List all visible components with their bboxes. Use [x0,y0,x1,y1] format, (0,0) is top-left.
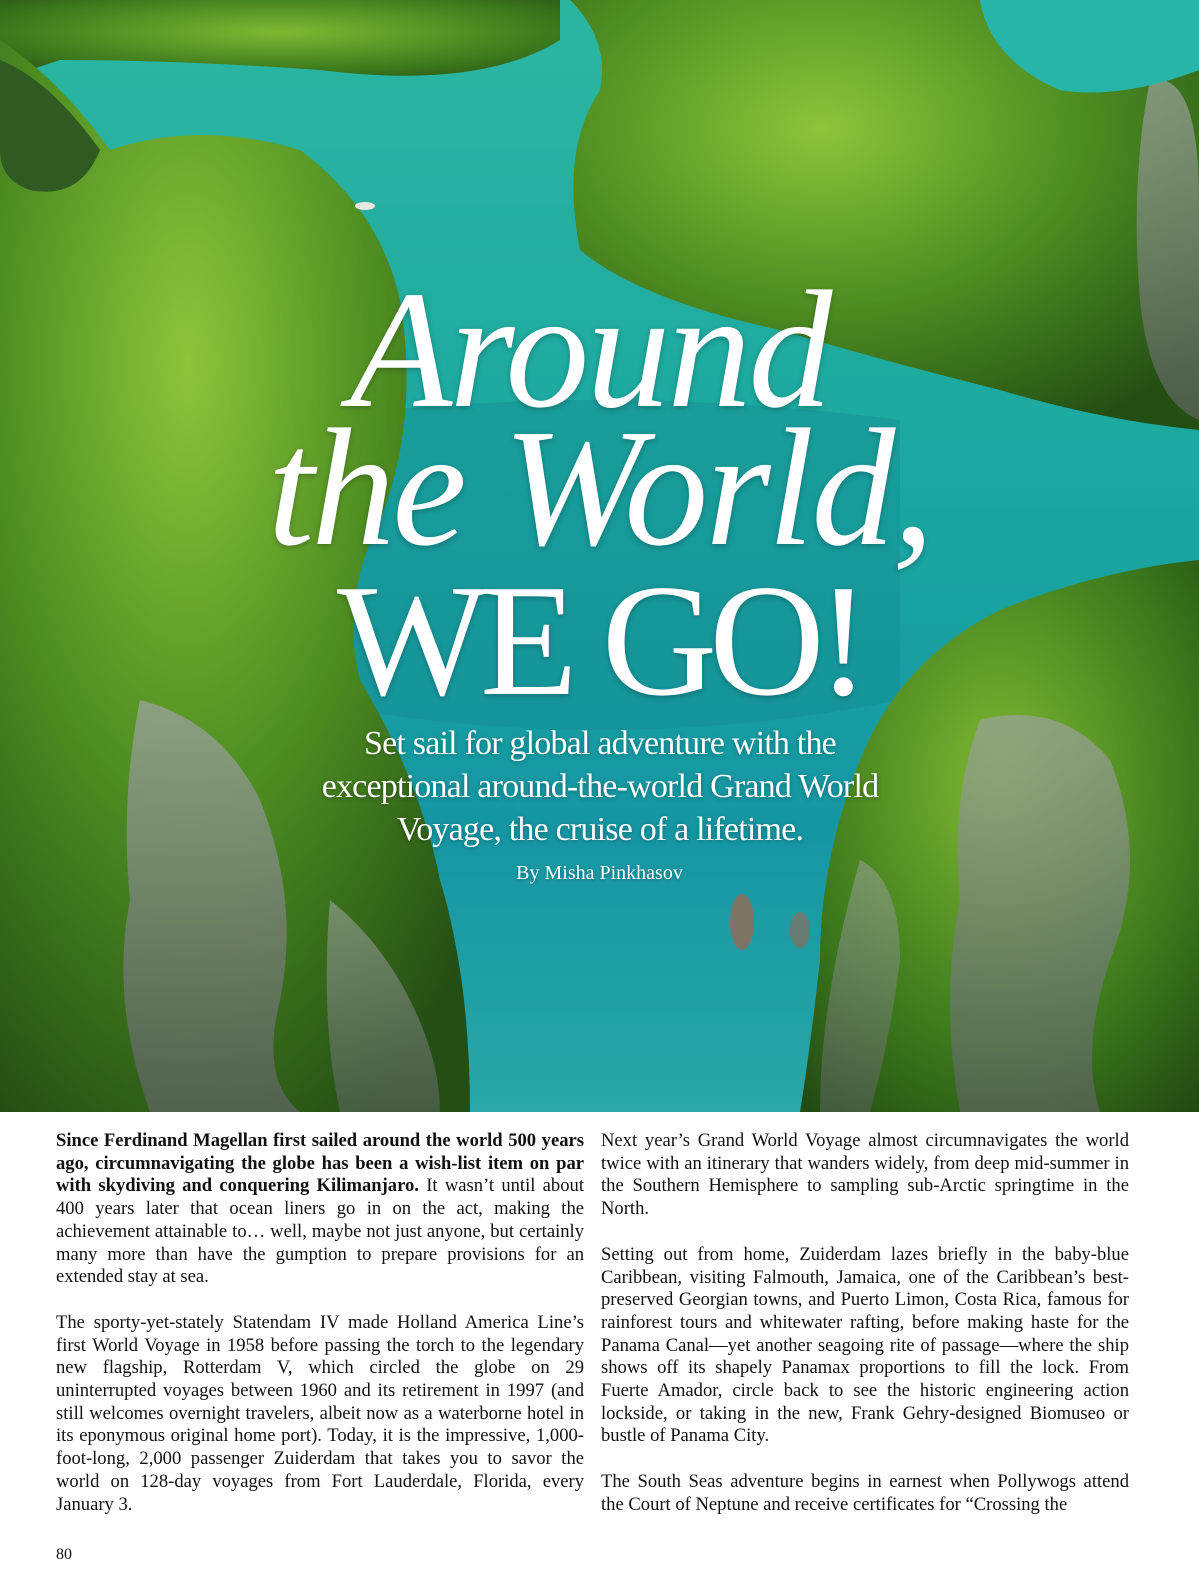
byline: By Misha Pinkhasov [516,862,683,884]
page-number: 80 [56,1546,72,1563]
paragraph-text: It wasn’t until about 400 years later that ocean liners go in on the act, making the achievement attainable to… well, maybe not just anyone, but certainly many more than have the gumption to prepare provisions for an extended stay at sea. [56,1175,584,1288]
headline-line-3: WE GO! [336,551,863,729]
article-column-left [56,1130,584,1539]
paragraph: Setting out from home, Zuiderdam lazes briefly in the baby-blue Caribbean, visiting Falmouth, Jamaica, one of the Caribbean’s best-preserved Georgian towns, and Puerto Limon, Costa Rica, famous for rainforest tours and whitewater rafting, before making haste for the Panama Canal—yet another seagoing rite of passage—where the ship shows off its shapely Panamax proportions to fill the lock. From Fuerte Amador, circle back to see the historic engineering action lockside, or taking in the new, Frank Gehry-designed Biomuseo or bustle of Panama City. [601,1243,1129,1447]
paragraph: The South Seas adventure begins in earnest when Pollywogs attend the Court of Neptune and receive certificates for “Crossing the [601,1471,1129,1515]
lead-in: Since Ferdinand Magellan first sailed around the world 500 years ago, circumnavigating the globe has been a wish-list item on par with skydiving and conquering Kilimanjaro. [56,1130,584,1197]
paragraph [56,1130,584,1289]
article-column-right [601,1130,1129,1540]
paragraph: The sporty-yet-stately Statendam IV made Holland America Line’s first World Voyage in 1958 before passing the torch to the legendary new flagship, Rotterdam V, which circled the globe on 29 uninterrupted voyages between 1960 and its retirement in 1997 (and still welcomes overnight travelers, albeit now as a waterborne hotel in its eponymous original home port). Today, it is the impressive, 1,000-foot-long, 2,000 passenger Zuiderdam that takes you to savor the world on 128-day voyages from Fort Lauderdale, Florida, every January 3. [56,1311,584,1515]
headline-line-2: the World, [267,395,932,581]
headline-line-1: Around [349,257,830,443]
subheadline: Set sail for global adventure with the exceptional around-the-world Grand World Voyage, the cruise of a lifetime. [321,725,879,848]
paragraph: Next year’s Grand World Voyage almost circumnavigates the world twice with an itinerary that wanders widely, from deep mid-summer in the Southern Hemisphere to sampling sub-Arctic springtime in the North. [601,1130,1129,1220]
